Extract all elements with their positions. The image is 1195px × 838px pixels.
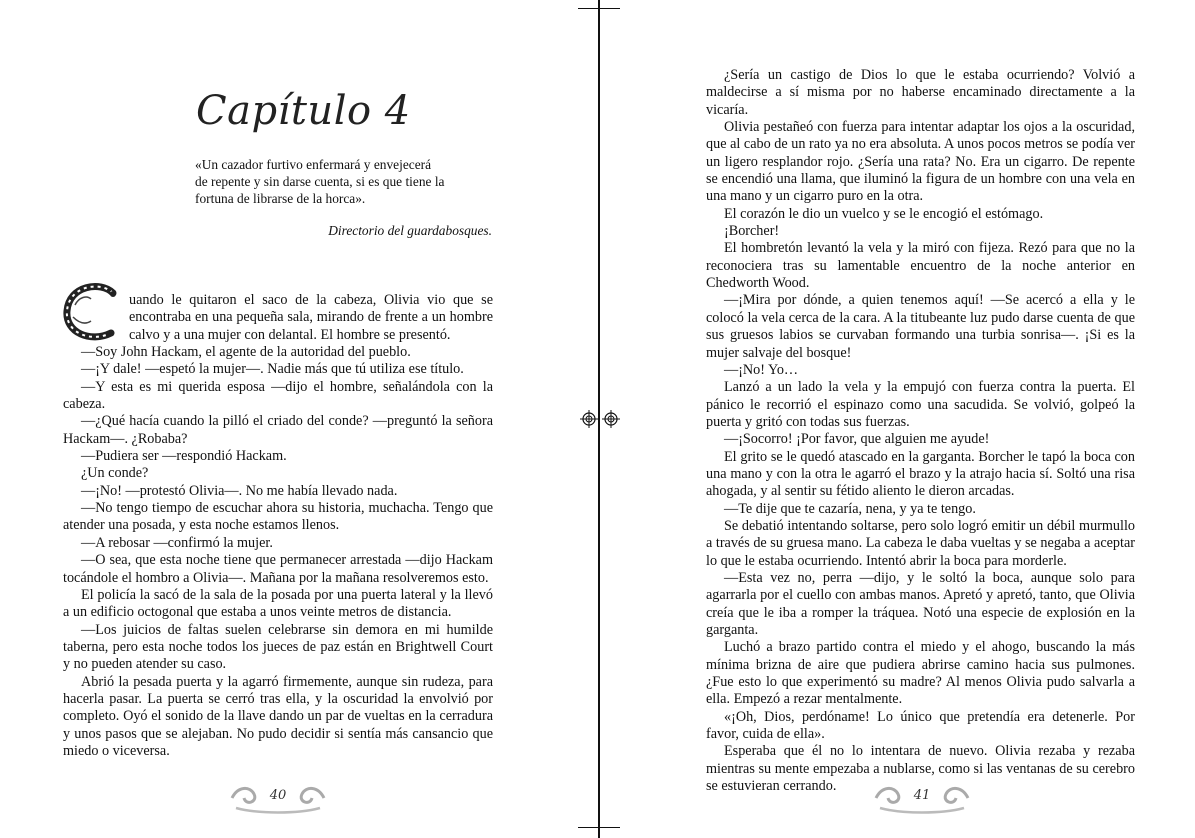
page-number: 41 bbox=[913, 788, 931, 803]
paragraph: —Los juicios de faltas suelen celebrarse sin demora en mi humilde taberna, pero esta noche todos los jueces de paz están en Brightwell Court y no pueden atender su caso. bbox=[63, 621, 493, 673]
paragraph: El corazón le dio un vuelco y se le encogió el estómago. bbox=[724, 205, 1044, 222]
paragraph: ¿Sería un castigo de Dios lo que le estaba ocurriendo? Volvió a maldecirse a sí misma por no haberse encaminado directamente a la vicaría. bbox=[706, 67, 1135, 118]
paragraph: —O sea, que esta noche tiene que permanecer arrestada —dijo Hackam tocándole el hombro a Olivia—. Mañana por la mañana resolveremos esto. bbox=[63, 552, 493, 586]
paragraph: «¡Oh, Dios, perdóname! Lo único que pretendía era detenerle. Por favor, cuida de ella». bbox=[706, 708, 1135, 743]
paragraph: —Y esta es mi querida esposa —dijo el hombre, señalándola con la cabeza. bbox=[63, 378, 493, 413]
page-number: 40 bbox=[269, 788, 287, 803]
paragraph: —A rebosar —confirmó la mujer. bbox=[81, 534, 273, 551]
paragraph: —¡Mira por dónde, a quien tenemos aquí! —Se acercó a ella y le colocó la vela cerca de la cara. A la titubeante luz pudo darse cuenta de que sus gruesos labios se curvaban formando una turbia sonrisa—. ¡Si es la mujer salvaje del bosque! bbox=[706, 292, 1135, 361]
epigraph bbox=[195, 156, 495, 207]
paragraph: ¡Borcher! bbox=[724, 223, 780, 240]
paragraph: Luchó a brazo partido contra el miedo y el ahogo, buscando la más mínima brizna de aire que pudiera abrirse camino hacia sus pulmones. ¿Fue esto lo que experimentó su madre? Al menos Olivia pudo salvarla a ella. Empezó a rezar mentalmente. bbox=[706, 639, 1135, 708]
page-number-ornament bbox=[872, 778, 972, 818]
paragraph: —¡No! Yo… bbox=[724, 361, 799, 378]
paragraph: —Esta vez no, perra —dijo, y le soltó la boca, aunque solo para agarrarla por el cuello con ambas manos. Apretó y apretó, tanto, que Olivia creía que le iba a romper la tráquea. Notó una especie de explosión en la garganta. bbox=[706, 569, 1135, 638]
paragraph: ¿Un conde? bbox=[81, 465, 149, 482]
paragraph: —Soy John Hackam, el agente de la autoridad del pueblo. bbox=[81, 344, 411, 361]
epigraph-line: fortuna de librarse de la horca». bbox=[195, 191, 366, 206]
paragraph: —¿Qué hacía cuando la pilló el criado del conde? —preguntó la señora Hackam—. ¿Robaba? bbox=[63, 413, 493, 447]
paragraph: —¡No! —protestó Olivia—. No me había llevado nada. bbox=[81, 482, 398, 499]
paragraph: El grito se le quedó atascado en la garganta. Borcher le tapó la boca con una mano y con la otra le agarró el brazo y la atrajo hacia sí. Soltó una risa ahogada, y al sentir su fétido aliento le dieron arcadas. bbox=[706, 448, 1135, 500]
left-body-text bbox=[63, 292, 493, 760]
chapter-title: Capítulo 4 bbox=[196, 88, 411, 134]
paragraph: Lanzó a un lado la vela y la empujó con fuerza contra la puerta. El pánico le recorrió el espinazo como una sacudida. Se volvió, golpeó la puerta y gritó con todas sus fuerzas. bbox=[706, 379, 1135, 430]
paragraph: —¡Socorro! ¡Por favor, que alguien me ayude! bbox=[724, 431, 990, 448]
paragraph: —Pudiera ser —respondió Hackam. bbox=[81, 448, 287, 465]
paragraph: Se debatió intentando soltarse, pero solo logró emitir un débil murmullo a través de su gruesa mano. La cabeza le daba vueltas y se negaba a aceptar lo que le estaba ocurriendo. Intentó abrir la boca para morderle. bbox=[706, 517, 1135, 569]
right-body-text bbox=[706, 67, 1135, 795]
paragraph: Abrió la pesada puerta y la agarró firmemente, aunque sin rudeza, para hacerla pasar. La puerta se cerró tras ella, y la oscuridad la envolvió por completo. Oyó el sonido de la llave dando un par de vueltas en la cerradura y unos pasos que se alejaban. No pudo decidir si sentía más cansancio que miedo o viceversa. bbox=[63, 673, 493, 759]
paragraph: —¡Y dale! —espetó la mujer—. Nadie más que tú utiliza ese título. bbox=[81, 361, 464, 378]
page-number-ornament bbox=[228, 778, 328, 818]
drop-cap-ornament-icon bbox=[61, 283, 125, 341]
paragraph-text: uando le quitaron el saco de la cabeza, Olivia vio que se encontraba en una pequeña sala, mirando de frente a un hombre calvo y a una mujer con delantal. El hombre se presentó. bbox=[129, 292, 493, 343]
paragraph bbox=[63, 292, 493, 344]
epigraph-source: Directorio del guardabosques. bbox=[328, 223, 492, 238]
right-page bbox=[600, 0, 1195, 838]
paragraph: El hombretón levantó la vela y la miró con fijeza. Rezó para que no la reconociera tras su lamentable encuentro de la noche anterior en Chedworth Wood. bbox=[706, 240, 1135, 292]
epigraph-line: de repente y sin darse cuenta, si es que tiene la bbox=[195, 174, 445, 189]
epigraph-line: «Un cazador furtivo enfermará y envejecerá bbox=[195, 157, 432, 172]
paragraph: Esperaba que él no lo intentara de nuevo. Olivia rezaba y rezaba mientras su mente empezaba a nublarse, como si las ventanas de su cerebro se estuvieran cerrando. bbox=[706, 743, 1135, 795]
paragraph: —Te dije que te cazaría, nena, y ya te tengo. bbox=[724, 500, 976, 517]
paragraph: El policía la sacó de la sala de la posada por una puerta lateral y la llevó a un edificio octogonal que estaba a unos veinte metros de distancia. bbox=[63, 586, 493, 621]
paragraph: Olivia pestañeó con fuerza para intentar adaptar los ojos a la oscuridad, que al cabo de un rato ya no era absoluta. A unos pocos metros se podía ver un ligero resplandor rojo. ¿Sería una rata? No. Era un cigarro. De repente se encendió una llama, que iluminó la figura de un hombre con una vela en una mano y un cigarro puro en la otra. bbox=[706, 119, 1135, 205]
paragraph: —No tengo tiempo de escuchar ahora su historia, muchacha. Tengo que atender una posada, y esta noche estamos llenos. bbox=[63, 500, 493, 534]
